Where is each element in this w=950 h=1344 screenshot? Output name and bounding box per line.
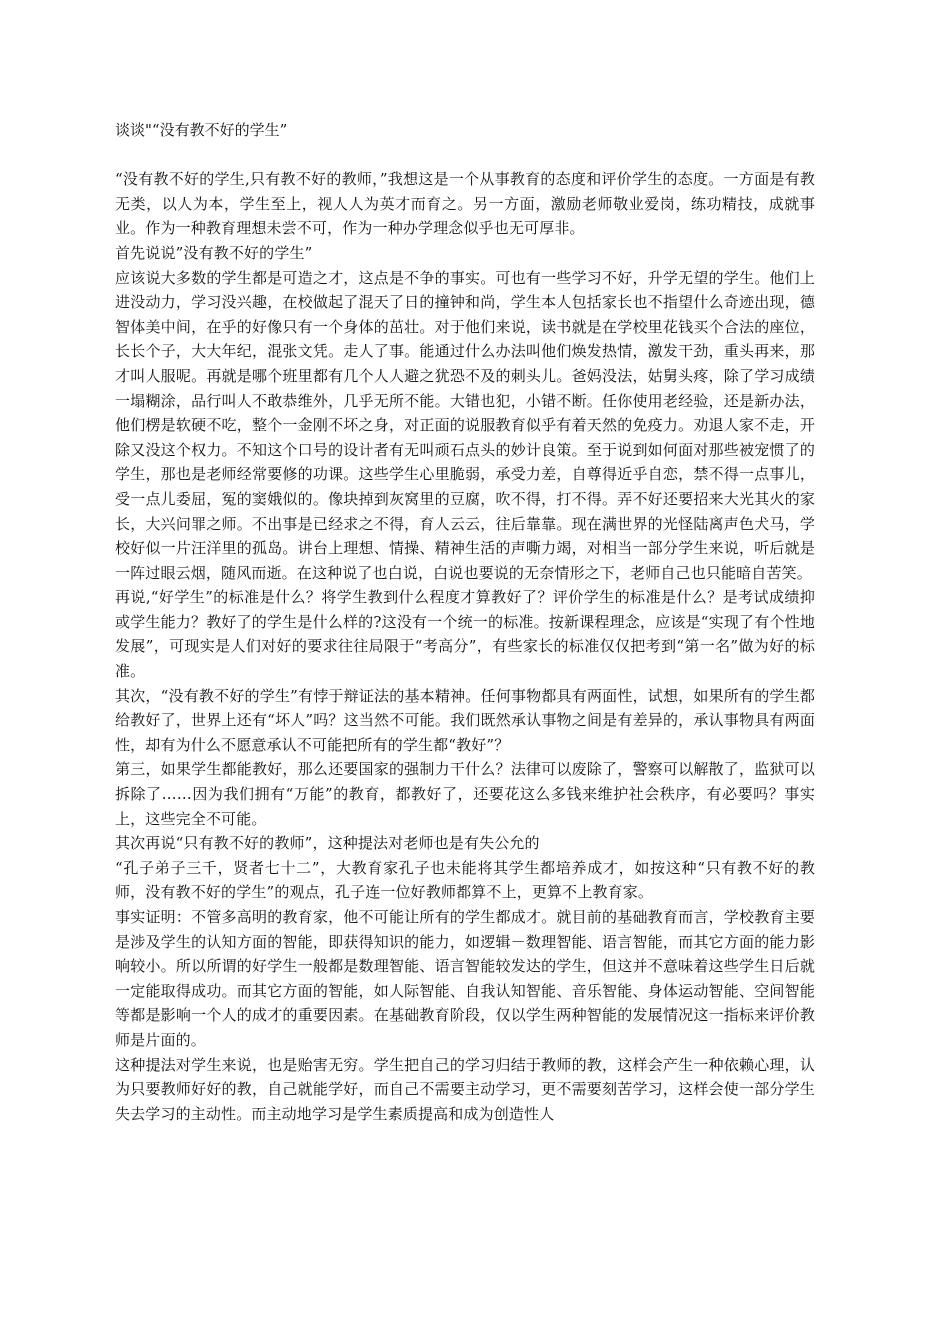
document-body <box>115 118 815 1126</box>
section-heading-students: 首先说说”没有教不好的学生” <box>115 243 313 262</box>
section-heading-teachers: 其次再说“只有教不好的教师”，这种提法对老师也是有失公允的 <box>115 834 540 853</box>
document-title: 谈谈"“没有教不好的学生” <box>115 121 288 139</box>
paragraph-confucius: “孔子弟子三千，贤者七十二”，大教育家孔子也未能将其学生都培养成才，如按这种“只有教不好的教师，没有教不好的学生”的观点，孔子连一位好教师都算不上，更算不上教育家。 <box>115 858 815 902</box>
paragraph-facts: 事实证明：不管多高明的教育家，他不可能让所有的学生都成才。就目前的基础教育而言，学校教育主要是涉及学生的认知方面的智能，即获得知识的能力，如逻辑－数理智能、语言智能，而其它方面的能力影响较小。所以所谓的好学生一般都是数理智能、语言智能较发达的学生，但这并不意味着这些学生日后就一定能取得成功。而其它方面的智能，如人际智能、自我认知智能、音乐智能、身体运动智能、空间智能等都是影响一个人的成才的重要因素。在基础教育阶段，仅以学生两种智能的发展情况这一指标来评价教师是片面的。 <box>115 908 815 1049</box>
paragraph-difficult-students: 应该说大多数的学生都是可造之才，这点是不争的事实。可也有一些学习不好，升学无望的学生。他们上进没动力，学习没兴趣，在校做起了混天了日的撞钟和尚，学生本人包括家长也不指望什么奇迹出现，德智体美中间，在乎的好像只有一个身体的茁壮。对于他们来说，读书就是在学校里花钱买个合法的座位，长长个子，大大年纪，混张文凭。走人了事。能通过什么办法叫他们焕发热情，激发干劲，重头再来，那才叫人服呢。再就是哪个班里都有几个人人避之犹恐不及的刺头儿。爸妈没法，姑舅头疼，除了学习成绩一塌糊涂，品行叫人不敢恭维外，几乎无所不能。大错也犯，小错不断。任你使用老经验，还是新办法，他们楞是软硬不吃，整个一金刚不坏之身，对正面的说服教育似乎有着天然的免疫力。劝退人家不走，开除又没这个权力。不知这个口号的设计者有无叫顽石点头的妙计良策。至于说到如何面对那些被宠惯了的学生，那也是老师经常要修的功课。这些学生心里脆弱，承受力差，自尊得近乎自恋，禁不得一点事儿，受一点儿委屈，冤的窦娥似的。像块掉到灰窝里的豆腐，吹不得，打不得。弄不好还要招来大光其火的家长，大兴问罪之师。不出事是已经求之不得，育人云云，往后靠靠。现在满世界的光怪陆离声色犬马，学校好似一片汪洋里的孤岛。讲台上理想、情操、精神生活的声嘶力竭，对相当一部分学生来说，听后就是一阵过眼云烟，随风而逝。在这种说了也白说，白说也要说的无奈情形之下，老师自己也只能暗自苦笑。 <box>115 268 815 582</box>
paragraph-dialectics: 其次，“没有教不好的学生”有悖于辩证法的基本精神。任何事物都具有两面性，试想，如果所有的学生都给教好了，世界上还有“坏人”吗？这当然不可能。我们既然承认事物之间是有差异的，承认事物具有两面性，却有为什么不愿意承认不可能把所有的学生都“教好”？ <box>115 686 815 754</box>
paragraph-third-point: 第三，如果学生都能教好，那么还要国家的强制力干什么？法律可以废除了，警察可以解散了，监狱可以拆除了……因为我们拥有“万能”的教育，都教好了，还要花这么多钱来维护社会秩序，有必要吗？事实上，这些完全不可能。 <box>115 760 815 828</box>
paragraph-intro: “没有教不好的学生,只有教不好的教师，”我想这是一个从事教育的态度和评价学生的态度。一方面是有教无类，以人为本，学生至上，视人人为英才而育之。另一方面，激励老师敬业爱岗，练功精技，成就事业。作为一种教育理想未尝不可，作为一种办学理念似乎也无可厚非。 <box>115 170 815 238</box>
paragraph-good-student-standard: 再说,“好学生”的标准是什么？将学生教到什么程度才算教好了？评价学生的标准是什么？是考试成绩抑或学生能力？教好了的学生是什么样的?这没有一个统一的标准。按新课程理念，应该是“实现了有个性地发展”，可现实是人们对好的要求往往局限于“考高分”，有些家长的标准仅仅把考到“第一名”做为好的标准。 <box>115 588 815 681</box>
blank-line <box>115 143 815 168</box>
paragraph-harm-to-students: 这种提法对学生来说，也是贻害无穷。学生把自己的学习归结于教师的教，这样会产生一种依赖心理，认为只要教师好好的教，自己就能学好，而自己不需要主动学习，更不需要刻苦学习，这样会使一部分学生失去学习的主动性。而主动地学习是学生素质提高和成为创造性人 <box>115 1055 815 1123</box>
